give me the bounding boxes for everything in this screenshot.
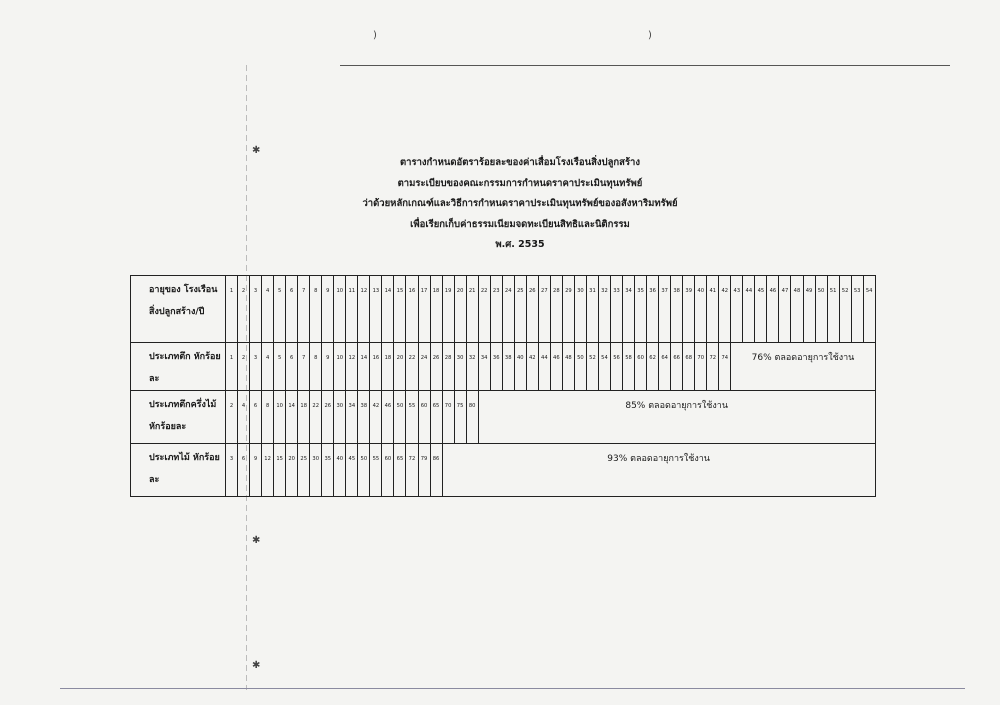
depreciation-table	[130, 275, 876, 497]
rate-cell: 12	[262, 444, 274, 497]
row-label-cell: ประเภทไม้ หักร้อยละ	[131, 444, 226, 497]
year-cell: 37	[659, 276, 671, 343]
year-cell: 17	[418, 276, 430, 343]
row-label-cell: ประเภทตึก หักร้อยละ	[131, 343, 226, 391]
year-cell: 29	[562, 276, 574, 343]
rate-cell: 72	[707, 343, 719, 391]
lifetime-rate-cell: 93% ตลอดอายุการใช้งาน	[442, 444, 875, 497]
year-cell: 20	[454, 276, 466, 343]
year-cell: 49	[803, 276, 815, 343]
rate-cell: 26	[322, 391, 334, 444]
rate-cell: 75	[454, 391, 466, 444]
rate-cell: 32	[466, 343, 478, 391]
rate-cell: 79	[418, 444, 430, 497]
rate-cell: 2	[238, 343, 250, 391]
year-cell: 9	[322, 276, 334, 343]
year-cell: 27	[538, 276, 550, 343]
year-cell: 31	[586, 276, 598, 343]
year-cell: 2	[238, 276, 250, 343]
year-cell: 44	[743, 276, 755, 343]
rate-cell: 35	[322, 444, 334, 497]
rate-cell: 68	[683, 343, 695, 391]
rate-cell: 6	[238, 444, 250, 497]
rate-cell: 8	[262, 391, 274, 444]
year-cell: 25	[514, 276, 526, 343]
rate-cell: 54	[598, 343, 610, 391]
rate-cell: 3	[250, 343, 262, 391]
rate-cell: 66	[671, 343, 683, 391]
rate-cell: 14	[358, 343, 370, 391]
year-cell: 13	[370, 276, 382, 343]
rate-cell: 80	[466, 391, 478, 444]
rate-cell: 9	[250, 444, 262, 497]
rate-cell: 70	[442, 391, 454, 444]
year-cell: 53	[851, 276, 863, 343]
rate-cell: 4	[262, 343, 274, 391]
rate-cell: 1	[226, 343, 238, 391]
rate-cell: 7	[298, 343, 310, 391]
rate-cell: 30	[454, 343, 466, 391]
year-cell: 7	[298, 276, 310, 343]
year-cell: 54	[863, 276, 875, 343]
rate-cell: 60	[418, 391, 430, 444]
rate-cell: 38	[358, 391, 370, 444]
year-cell: 45	[755, 276, 767, 343]
rate-cell: 18	[382, 343, 394, 391]
rate-cell: 20	[394, 343, 406, 391]
rate-cell: 65	[394, 444, 406, 497]
rate-cell: 26	[430, 343, 442, 391]
punch-hole-mark: ✱	[252, 535, 261, 546]
punch-hole-mark: ✱	[252, 660, 261, 671]
rate-cell: 74	[719, 343, 731, 391]
year-cell: 46	[767, 276, 779, 343]
table-row	[131, 391, 876, 444]
rate-cell: 42	[526, 343, 538, 391]
rate-cell: 45	[346, 444, 358, 497]
rate-cell: 44	[538, 343, 550, 391]
rate-cell: 40	[334, 444, 346, 497]
scan-mark: )	[648, 30, 652, 41]
year-cell: 48	[791, 276, 803, 343]
rate-cell: 3	[226, 444, 238, 497]
rate-cell: 70	[695, 343, 707, 391]
rate-cell: 10	[274, 391, 286, 444]
year-cell: 3	[250, 276, 262, 343]
rate-cell: 50	[574, 343, 586, 391]
year-cell: 1	[226, 276, 238, 343]
rate-cell: 65	[430, 391, 442, 444]
title-line-4: เพื่อเรียกเก็บค่าธรรมเนียมจดทะเบียนสิทธิและนิติกรรม	[410, 218, 630, 230]
year-cell: 38	[671, 276, 683, 343]
year-cell: 43	[731, 276, 743, 343]
rate-cell: 38	[502, 343, 514, 391]
title-line-1: ตารางกำหนดอัตราร้อยละของค่าเสื่อมโรงเรือนสิ่งปลูกสร้าง	[399, 157, 641, 168]
rate-cell: 24	[418, 343, 430, 391]
rate-cell: 72	[406, 444, 418, 497]
year-cell: 51	[827, 276, 839, 343]
rate-cell: 30	[310, 444, 322, 497]
year-cell: 41	[707, 276, 719, 343]
year-cell: 21	[466, 276, 478, 343]
rate-cell: 46	[550, 343, 562, 391]
rate-cell: 46	[382, 391, 394, 444]
rate-cell: 55	[406, 391, 418, 444]
rate-cell: 55	[370, 444, 382, 497]
rate-cell: 15	[274, 444, 286, 497]
rate-cell: 16	[370, 343, 382, 391]
rate-cell: 9	[322, 343, 334, 391]
rate-cell: 50	[358, 444, 370, 497]
year-cell: 26	[526, 276, 538, 343]
rate-cell: 42	[370, 391, 382, 444]
year-cell: 14	[382, 276, 394, 343]
year-cell: 28	[550, 276, 562, 343]
document-title	[280, 153, 760, 256]
year-cell: 18	[430, 276, 442, 343]
rate-cell: 8	[310, 343, 322, 391]
rate-cell: 62	[647, 343, 659, 391]
year-cell: 19	[442, 276, 454, 343]
age-header-cell: อายุของ โรงเรือน สิ่งปลูกสร้าง/ปี	[131, 276, 226, 343]
rate-cell: 22	[310, 391, 322, 444]
year-cell: 34	[623, 276, 635, 343]
rate-cell: 56	[611, 343, 623, 391]
rate-cell: 6	[250, 391, 262, 444]
year-cell: 22	[478, 276, 490, 343]
title-line-5: พ.ศ. 2535	[495, 239, 545, 250]
rate-cell: 18	[298, 391, 310, 444]
lifetime-rate-cell: 76% ตลอดอายุการใช้งาน	[731, 343, 875, 391]
scan-mark: )	[373, 30, 377, 41]
year-cell: 32	[598, 276, 610, 343]
title-line-3: ว่าด้วยหลักเกณฑ์และวิธีการกำหนดราคาประเมินทุนทรัพย์ของอสังหาริมทรัพย์	[362, 198, 678, 209]
rate-cell: 86	[430, 444, 442, 497]
rate-cell: 25	[298, 444, 310, 497]
year-cell: 12	[358, 276, 370, 343]
bottom-rule	[60, 688, 965, 689]
rate-cell: 28	[442, 343, 454, 391]
year-cell: 11	[346, 276, 358, 343]
row-label-cell: ประเภทตึกครึ่งไม้ หักร้อยละ	[131, 391, 226, 444]
year-cell: 4	[262, 276, 274, 343]
table-row	[131, 444, 876, 497]
rate-cell: 36	[490, 343, 502, 391]
lifetime-rate-cell: 85% ตลอดอายุการใช้งาน	[478, 391, 875, 444]
year-cell: 16	[406, 276, 418, 343]
year-cell: 33	[611, 276, 623, 343]
year-cell: 24	[502, 276, 514, 343]
rate-cell: 12	[346, 343, 358, 391]
rate-cell: 40	[514, 343, 526, 391]
rate-cell: 50	[394, 391, 406, 444]
table-row-age	[131, 276, 876, 343]
punch-hole-mark: ✱	[252, 145, 261, 156]
rate-cell: 2	[226, 391, 238, 444]
year-cell: 6	[286, 276, 298, 343]
rate-cell: 34	[478, 343, 490, 391]
title-line-2: ตามระเบียบของคณะกรรมการกำหนดราคาประเมินทุนทรัพย์	[397, 177, 643, 189]
year-cell: 8	[310, 276, 322, 343]
year-cell: 35	[635, 276, 647, 343]
rate-cell: 58	[623, 343, 635, 391]
year-cell: 30	[574, 276, 586, 343]
table-row	[131, 343, 876, 391]
rate-cell: 4	[238, 391, 250, 444]
year-cell: 5	[274, 276, 286, 343]
rate-cell: 20	[286, 444, 298, 497]
year-cell: 52	[839, 276, 851, 343]
rate-cell: 52	[586, 343, 598, 391]
rate-cell: 60	[635, 343, 647, 391]
year-cell: 50	[815, 276, 827, 343]
year-cell: 36	[647, 276, 659, 343]
year-cell: 23	[490, 276, 502, 343]
top-rule	[340, 65, 950, 66]
year-cell: 39	[683, 276, 695, 343]
year-cell: 42	[719, 276, 731, 343]
rate-cell: 30	[334, 391, 346, 444]
year-cell: 10	[334, 276, 346, 343]
rate-cell: 10	[334, 343, 346, 391]
rate-cell: 5	[274, 343, 286, 391]
rate-cell: 48	[562, 343, 574, 391]
year-cell: 47	[779, 276, 791, 343]
rate-cell: 22	[406, 343, 418, 391]
rate-cell: 60	[382, 444, 394, 497]
rate-cell: 34	[346, 391, 358, 444]
year-cell: 40	[695, 276, 707, 343]
rate-cell: 6	[286, 343, 298, 391]
rate-cell: 64	[659, 343, 671, 391]
rate-cell: 14	[286, 391, 298, 444]
year-cell: 15	[394, 276, 406, 343]
